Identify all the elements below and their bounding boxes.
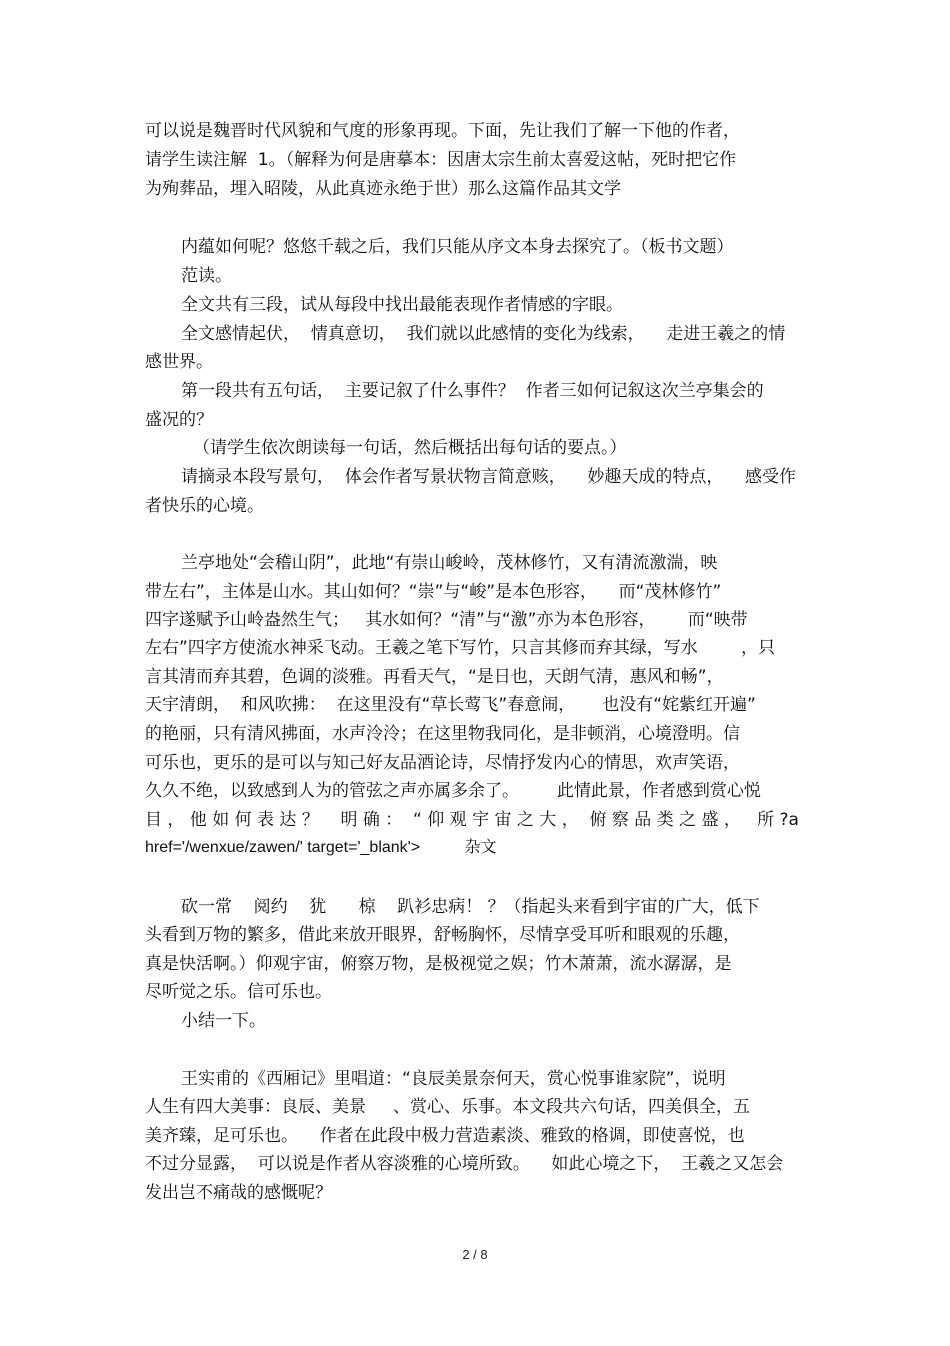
text-line: 真是快活啊。）仰观宇宙，俯察万物，是极视觉之娱；竹木萧萧，流水潺潺，是 (145, 954, 732, 974)
text-line: 小结一下。 (181, 1011, 266, 1031)
text-line: 感世界。 (145, 352, 213, 372)
text-line: 全文感情起伏， 情真意切， 我们就以此感情的变化为线索， 走进王羲之的情 (181, 324, 786, 344)
text-line: 为殉葬品，埋入昭陵，从此真迹永绝于世）那么这篇作品其文学 (145, 179, 621, 199)
text-line: 可以说是魏晋时代风貌和气度的形象再现。下面，先让我们了解一下他的作者， (145, 121, 740, 141)
text-line: 尽听觉之乐。信可乐也。 (145, 982, 332, 1002)
text-line: 四字遂赋予山岭盎然生气； 其水如何？“清”与“激”亦为本色形容， 而“映带 (145, 610, 748, 630)
text-line: 头看到万物的繁多，借此来放开眼界，舒畅胸怀，尽情享受耳听和眼观的乐趣， (145, 925, 740, 945)
text-line: 久久不绝，以致感到人为的管弦之声亦属多余了。 此情此景，作者感到赏心悦 (145, 781, 761, 801)
text-line: 左右”四字方使流水神采飞动。王羲之笔下写竹，只言其修而弃其绿，写水 ，只 (145, 638, 776, 658)
text-line: 全文共有三段，试从每段中找出最能表现作者情感的字眼。 (181, 295, 623, 315)
text-line: 砍一常 阅约 犹 椋 趴衫忠病！ ？（指起头来看到宇宙的广大，低下 (181, 897, 760, 917)
text-line: 王实甫的《西厢记》里唱道：“良辰美景奈何天，赏心悦事谁家院”，说明 (181, 1069, 726, 1089)
text-line: 兰亭地处“会稽山阴”，此地“有崇山峻岭，茂林修竹，又有清流激湍，映 (181, 553, 718, 573)
text-line: 的艳丽，只有清风拂面，水声泠泠；在这里物我同化，是非顿消，心境澄明。信 (145, 724, 740, 744)
text-line: 美齐臻，足可乐也。 作者在此段中极力营造素淡、雅致的格调，即使喜悦，也 (145, 1126, 745, 1146)
text-line: 内蕴如何呢？悠悠千载之后，我们只能从序文本身去探究了。（板书文题） (181, 237, 734, 257)
text-line: 者快乐的心境。 (145, 496, 264, 516)
text-line: href='/wenxue/zawen/' target='_blank'> 杂文 (145, 839, 497, 856)
text-line: 第一段共有五句话， 主要记叙了什么事件？ 作者三如何记叙这次兰亭集会的 (181, 381, 764, 401)
text-line: 带左右”，主体是山水。其山如何？“崇”与“峻”是本色形容， 而“茂林修竹” (145, 582, 722, 602)
text-line: 发出岂不痛哉的感慨呢？ (145, 1183, 332, 1203)
text-line: 不过分显露， 可以说是作者从容淡雅的心境所致。 如此心境之下， 王羲之又怎会 (145, 1154, 784, 1174)
page-number: 2 / 8 (462, 1247, 488, 1262)
text-line: 范读。 (181, 266, 232, 286)
text-line: （请学生依次朗读每一句话，然后概括出每句话的要点。） (193, 438, 627, 458)
text-line: 请摘录本段写景句， 体会作者写景状物言简意赅， 妙趣天成的特点， 感受作 (181, 467, 797, 487)
text-line: 天宇清朗， 和风吹拂： 在这里没有“草长莺飞”春意闹， 也没有“姹紫红开遍” (145, 695, 756, 715)
text-line: 人生有四大美事：良辰、美景 、赏心、乐事。本文段共六句话，四美俱全，五 (145, 1097, 751, 1117)
text-line: 言其清而弃其碧，色调的淡雅。再看天气，“是日也，天朗气清，惠风和畅”， (145, 667, 724, 687)
text-line: 请学生读注解 1。（解释为何是唐摹本：因唐太宗生前太喜爱这帖，死时把它作 (145, 150, 737, 170)
text-line: 盛况的？ (145, 410, 213, 430)
text-line: 可乐也，更乐的是可以与知己好友品酒论诗，尽情抒发内心的情思，欢声笑语， (145, 753, 740, 773)
text-line: 目 ， 他 如 何 表 达 ？ 明 确 ： “ 仰 观 宇 宙 之 大 ， 俯 察 品 类 之 盛 ， 所 ?a (145, 810, 799, 830)
